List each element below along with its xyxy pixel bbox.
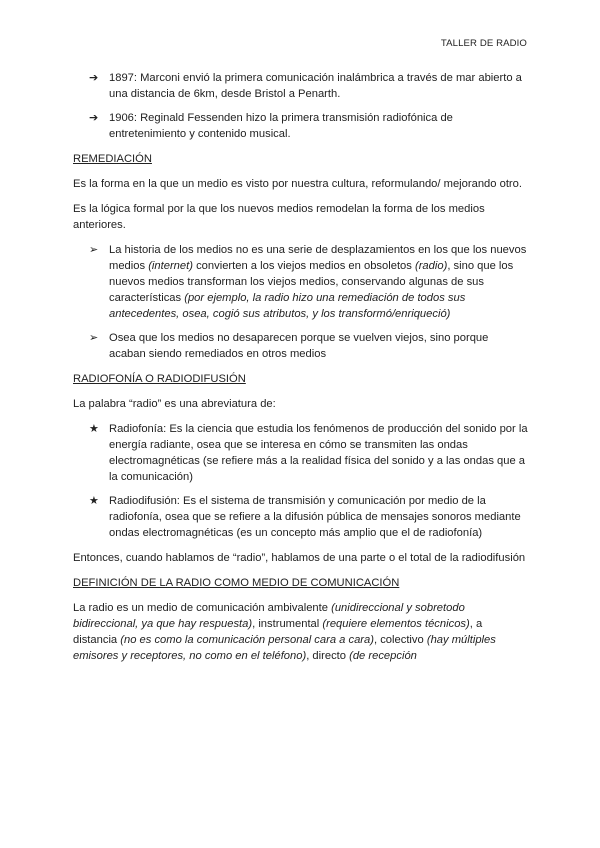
list-item <box>73 242 528 322</box>
document-body <box>73 70 528 673</box>
list-item-text: Radiodifusión: Es el sistema de transmisión y comunicación por medio de la radiofonía, osea que se refiere a la difusión pública de mensajes sonoros mediante ondas electromagnéticas (es un concepto más amplio que el de radiofonía) <box>109 495 521 539</box>
paragraph: La radio es un medio de comunicación ambivalente (unidireccional y sobretodo bidireccional, ya que hay respuesta), instrumental (requiere elementos técnicos), a distancia (no es como la comunicación personal cara a cara), colectivo (hay múltiples emisores y receptores, no como en el teléfono), directo (de recepción <box>73 602 496 662</box>
section-heading-remediacion: REMEDIACIÓN <box>73 153 152 165</box>
page-header-title: TALLER DE RADIO <box>440 38 527 49</box>
list-item <box>73 421 528 485</box>
list-item <box>73 110 528 142</box>
paragraph: Entonces, cuando hablamos de “radio”, hablamos de una parte o el total de la radiodifusión <box>73 552 526 564</box>
remediacion-list <box>73 242 528 362</box>
paragraph: Es la lógica formal por la que los nuevos medios remodelan la forma de los medios anteriores. <box>73 203 485 231</box>
paragraph: La palabra “radio” es una abreviatura de: <box>73 398 276 410</box>
radiofonia-list <box>73 421 528 541</box>
star-bullet-icon: ★ <box>89 494 99 507</box>
list-item-text: Radiofonía: Es la ciencia que estudia los fenómenos de producción del sonido por la energía radiante, osea que se interesa en cómo se transmiten las ondas electromagnéticas (se refiere más a la realidad física del sonido y a las ondas que a la comunicación) <box>109 423 528 483</box>
section-heading-radiofonia: RADIOFONÍA O RADIODIFUSIÓN <box>73 373 246 385</box>
list-item <box>73 330 528 362</box>
list-item <box>73 493 528 541</box>
list-item-text: La historia de los medios no es una serie de desplazamientos en los que los nuevos medios (internet) convierten a los viejos medios en obsoletos (radio), sino que los nuevos medios transforman los viejos medios, conservando algunas de sus características (por ejemplo, la radio hizo una remediación de todos sus antecedentes, osea, cogió sus atributos, y los transformó/enriqueció) <box>109 244 527 320</box>
list-item-text: 1897: Marconi envió la primera comunicación inalámbrica a través de mar abierto a una distancia de 6km, desde Bristol a Penarth. <box>109 72 522 100</box>
star-bullet-icon: ★ <box>89 422 99 435</box>
section-heading-definicion: DEFINICIÓN DE LA RADIO COMO MEDIO DE COMUNICACIÓN <box>73 577 400 589</box>
arrow-bullet-icon: ➔ <box>89 111 99 124</box>
arrowhead-bullet-icon: ➢ <box>89 331 99 344</box>
paragraph: Es la forma en la que un medio es visto por nuestra cultura, reformulando/ mejorando otro. <box>73 178 522 190</box>
list-item-text: 1906: Reginald Fessenden hizo la primera transmisión radiofónica de entretenimiento y contenido musical. <box>109 112 453 140</box>
history-list <box>73 70 528 142</box>
list-item <box>73 70 528 102</box>
arrowhead-bullet-icon: ➢ <box>89 243 99 256</box>
arrow-bullet-icon: ➔ <box>89 71 99 84</box>
list-item-text: Osea que los medios no desaparecen porque se vuelven viejos, sino porque acaban siendo remediados en otros medios <box>109 332 489 360</box>
